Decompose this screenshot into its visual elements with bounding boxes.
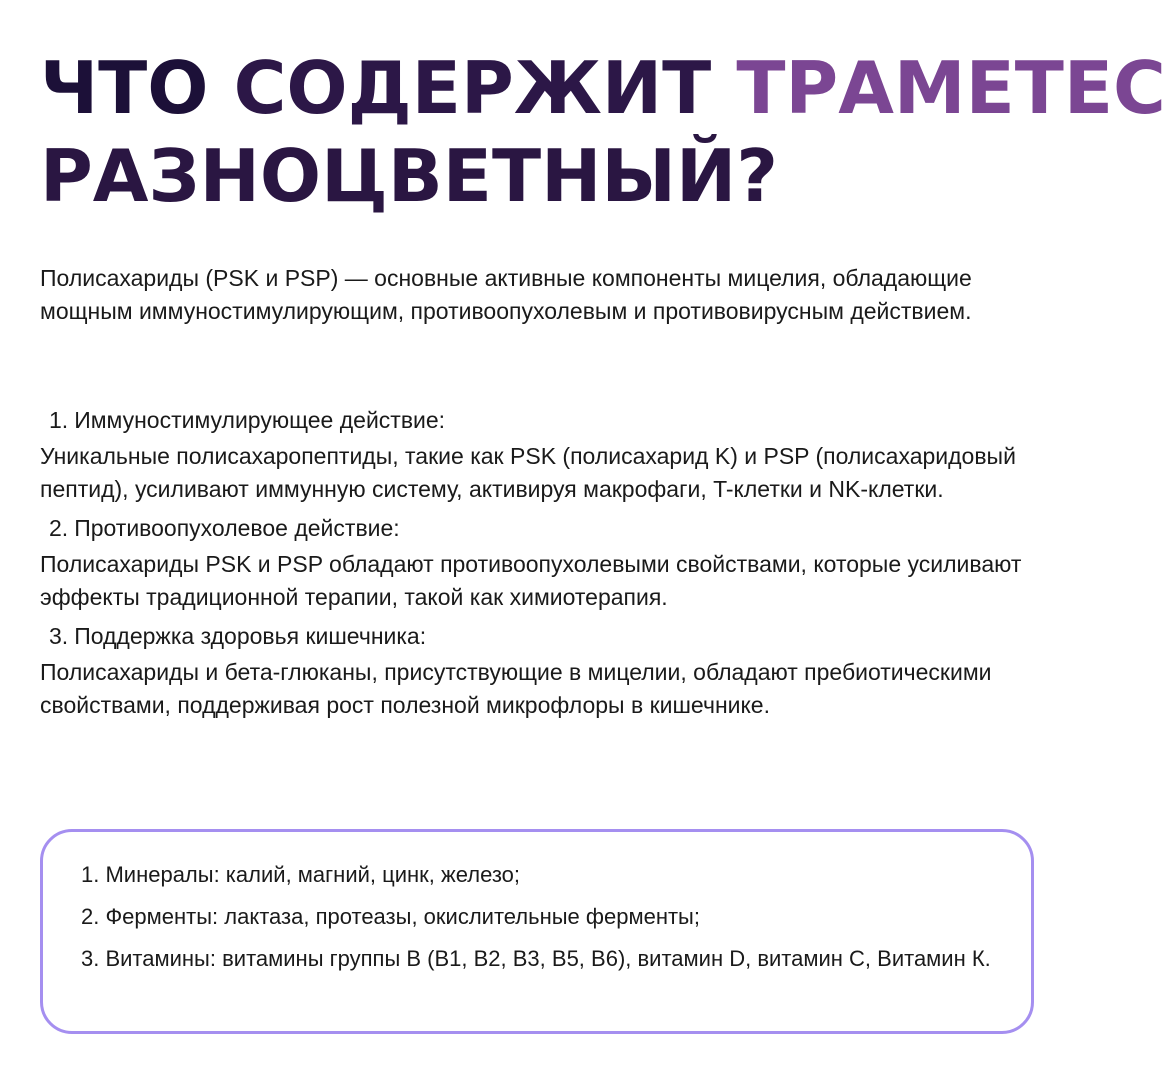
benefit-heading xyxy=(49,512,1040,548)
benefit-number: 1. xyxy=(49,407,69,433)
title-line-1 xyxy=(40,44,1166,132)
title-word: ЧТО xyxy=(40,46,209,130)
title-word: ТРАМЕТЕС xyxy=(736,46,1166,130)
benefit-number: 2. xyxy=(49,515,69,541)
benefit-body: Уникальные полисахаропептиды, такие как PSK (полисахарид K) и PSP (полисахаридовый пептид), усиливают иммунную систему, активируя макрофаги, T-клетки и NK-клетки. xyxy=(40,443,1016,502)
benefit-heading-text: Противоопухолевое действие: xyxy=(74,515,400,541)
benefit-item xyxy=(40,512,1040,614)
composition-list xyxy=(81,860,1001,974)
composition-item: 1. Минералы: калий, магний, цинк, железо; xyxy=(81,862,521,887)
benefit-heading xyxy=(49,620,1040,656)
benefit-heading xyxy=(49,404,1040,440)
composition-box xyxy=(40,829,1034,1034)
page-title xyxy=(40,44,1166,220)
benefit-heading-text: Поддержка здоровья кишечника: xyxy=(74,623,427,649)
composition-item: 2. Ферменты: лактаза, протеазы, окислительные ферменты; xyxy=(81,904,700,929)
benefit-item xyxy=(40,620,1040,722)
title-line-2 xyxy=(40,132,1040,220)
title-word: РАЗНОЦВЕТНЫЙ? xyxy=(40,134,778,218)
intro-paragraph: Полисахариды (PSK и PSP) — основные активные компоненты мицелия, обладающие мощным иммуностимулирующим, противоопухолевым и противовирусным действием. xyxy=(40,265,972,324)
benefits-list xyxy=(40,404,1040,728)
title-word: СОДЕРЖИТ xyxy=(233,46,712,130)
benefit-body: Полисахариды PSK и PSP обладают противоопухолевыми свойствами, которые усиливают эффекты традиционной терапии, такой как химиотерапия. xyxy=(40,551,1022,610)
benefit-heading-text: Иммуностимулирующее действие: xyxy=(74,407,446,433)
benefit-number: 3. xyxy=(49,623,69,649)
composition-item: 3. Витамины: витамины группы В (В1, В2, В3, В5, В6), витамин D, витамин С, Витамин К. xyxy=(81,946,991,971)
benefit-item xyxy=(40,404,1040,506)
benefit-body: Полисахариды и бета-глюканы, присутствующие в мицелии, обладают пребиотическими свойствами, поддерживая рост полезной микрофлоры в кишечнике. xyxy=(40,659,992,718)
